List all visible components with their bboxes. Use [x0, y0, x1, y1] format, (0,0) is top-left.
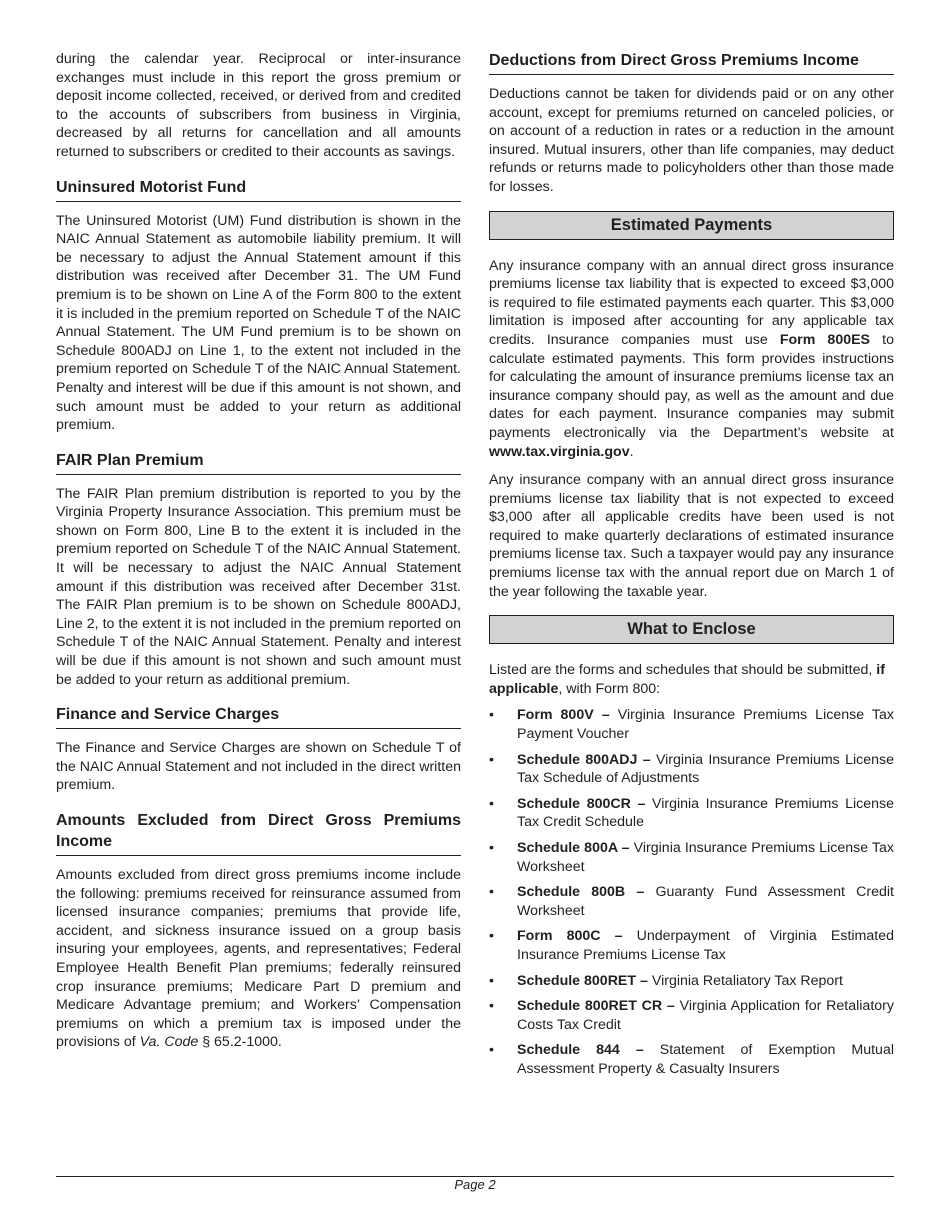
- list-item: [489, 706, 894, 743]
- bullet-icon: •: [489, 707, 494, 724]
- list-item: [489, 883, 894, 920]
- form-name: Schedule 800RET –: [517, 972, 648, 989]
- form-name: Schedule 844 –: [517, 1042, 644, 1059]
- form-name: Schedule 800ADJ –: [517, 751, 651, 768]
- list-item: [489, 997, 894, 1034]
- form-name: Form 800C –: [517, 928, 623, 945]
- estimated-text-a: Any insurance company with an annual direct gross insurance premiums license tax liability that is expected to exceed $3,000 is required to file estimated payments each quarter. This $3,000 limitation is imposed after accounting for any applicable tax credits. Insurance companies must use: [489, 257, 894, 348]
- form-description: Virginia Insurance Premiums License Tax Worksheet: [517, 840, 894, 875]
- um-fund-paragraph: The Uninsured Motorist (UM) Fund distribution is shown in the NAIC Annual Statement as automobile liability premium. It will be necessary to adjust the Annual Statement amount if this distribution was received after December 31. The UM Fund premium is to be shown on Line A of the Form 800 to the extent it is included in the premium reported on Schedule T of the NAIC Annual Statement. The UM Fund premium is to be shown on Schedule 800ADJ on Line 1, to the extent not included in the premium reported on Schedule T of the NAIC Annual Statement. Penalty and interest will be due if this amount is not shown, and such amount must be added to your return as additional premium.: [56, 212, 461, 434]
- right-column: [489, 50, 894, 1086]
- code-section: § 65.2-1000.: [202, 1034, 282, 1051]
- bullet-icon: •: [489, 795, 494, 812]
- list-item: [489, 927, 894, 964]
- amounts-excluded-heading: Amounts Excluded from Direct Gross Premiums Income: [56, 810, 461, 856]
- um-fund-heading: Uninsured Motorist Fund: [56, 177, 461, 202]
- va-code-reference: Va. Code: [139, 1034, 199, 1051]
- bullet-icon: •: [489, 1042, 494, 1059]
- deductions-paragraph: Deductions cannot be taken for dividends paid or on any other account, except for premiums returned on canceled policies, or on account of a reduction in rates or a reduction in the amount insured. Mutual insurers, other than life companies, may deduct refunds or returns made to policyholders other than those made for losses.: [489, 86, 894, 195]
- bullet-icon: •: [489, 928, 494, 945]
- list-item: [489, 751, 894, 788]
- form-name: Schedule 800RET CR –: [517, 998, 675, 1015]
- enclose-intro: [489, 661, 894, 698]
- form-description: Guaranty Fund Assessment Credit Worksheet: [517, 884, 894, 919]
- amounts-excluded-paragraph: [56, 866, 461, 1052]
- form-description: Virginia Application for Retaliatory Costs Tax Credit: [517, 998, 894, 1033]
- enclose-list: [489, 706, 894, 1078]
- form-name: Form 800V –: [517, 707, 610, 724]
- form-name: Schedule 800B –: [517, 884, 645, 901]
- form-description: Virginia Insurance Premiums License Tax Credit Schedule: [517, 795, 894, 831]
- form-description: Virginia Insurance Premiums License Tax Schedule of Adjustments: [517, 751, 894, 787]
- finance-charges-heading: Finance and Service Charges: [56, 704, 461, 729]
- form-name: Schedule 800A –: [517, 840, 630, 856]
- form-800es-label: Form 800ES: [779, 331, 871, 348]
- form-name: Schedule 800CR –: [517, 795, 646, 812]
- bullet-icon: •: [489, 751, 494, 768]
- what-to-enclose-heading: What to Enclose: [489, 615, 894, 644]
- deductions-heading: Deductions from Direct Gross Premiums Income: [489, 50, 894, 75]
- estimated-payments-paragraph-1: [489, 257, 894, 462]
- estimated-text-b: to calculate estimated payments. This form provides instructions for calculating the amount of insurance premiums license tax an insurance company should pay, as well as the amount and due dates for each payment. Insurance companies may submit payments electronically via the Department’s website at: [489, 331, 894, 441]
- list-item: [489, 795, 894, 832]
- if-applicable-label: if applicable: [489, 662, 885, 697]
- list-item: [489, 1041, 894, 1078]
- estimated-payments-heading: Estimated Payments: [489, 211, 894, 240]
- enclose-intro-text: Listed are the forms and schedules that should be submitted,: [489, 662, 873, 679]
- fair-plan-heading: FAIR Plan Premium: [56, 450, 461, 475]
- bullet-icon: •: [489, 840, 494, 856]
- page-number: Page 2: [454, 1177, 496, 1192]
- amounts-excluded-text: Amounts excluded from direct gross premiums income include the following: premiums received for reinsurance assumed from licensed insurance companies; premiums that provide life, accident, and sickness insurance issued on a group basis insuring your employees, agents, and representatives; Federal Employee Health Benefit Plan premiums; federally reinsured crop insurance premiums; Medicare Part D premium and Medicare Advantage premium; and Workers’ Compensation premiums on which a premium tax is imposed under the provisions of: [56, 867, 461, 1051]
- list-item: [489, 972, 894, 991]
- finance-charges-paragraph: The Finance and Service Charges are shown on Schedule T of the NAIC Annual Statement and not included in the direct written premium.: [56, 740, 461, 794]
- bullet-icon: •: [489, 972, 494, 989]
- fair-plan-paragraph: The FAIR Plan premium distribution is reported to you by the Virginia Property Insurance Association. This premium must be shown on Form 800, Line B to the extent it is included in the premium reported on Schedule T of the NAIC Annual Statement. It will be necessary to adjust the NAIC Annual Statement amount if this distribution was received after December 31st. The FAIR Plan premium is to be shown on Schedule 800ADJ, Line 2, to the extent it is not included in the premium reported on Schedule T of the NAIC Annual Statement. Penalty and interest will be due if this amount is not shown and such amount must be added to your return as additional premium.: [56, 485, 461, 688]
- form-description: Underpayment of Virginia Estimated Insurance Premiums License Tax: [517, 928, 894, 963]
- estimated-text-end: .: [629, 443, 634, 460]
- enclose-intro-end: , with Form 800:: [558, 680, 661, 697]
- tax-website-link[interactable]: www.tax.virginia.gov: [489, 443, 630, 460]
- form-description: Virginia Retaliatory Tax Report: [651, 972, 843, 989]
- intro-paragraph: during the calendar year. Reciprocal or inter-insurance exchanges must include in this report the gross premium or deposit income collected, received, or derived from and credited to the accounts of subscribers from business in Virginia, decreased by all returns for cancellation and all amounts returned to subscribers or credited to their accounts as savings.: [56, 51, 461, 160]
- left-column: [56, 50, 461, 1062]
- estimated-payments-paragraph-2: Any insurance company with an annual direct gross insurance premiums license tax liability that is not expected to exceed $3,000 after all applicable credits have been used is not required to make quarterly declarations of estimated insurance premiums license tax. Such a taxpayer would pay any insurance premiums license tax with the annual report due on March 1 of the year following the taxable year.: [489, 472, 894, 600]
- form-description: Statement of Exemption Mutual Assessment Property & Casualty Insurers: [517, 1042, 894, 1077]
- bullet-icon: •: [489, 884, 494, 901]
- list-item: [489, 839, 894, 876]
- bullet-icon: •: [489, 998, 494, 1015]
- form-description: Virginia Insurance Premiums License Tax Payment Voucher: [517, 707, 894, 743]
